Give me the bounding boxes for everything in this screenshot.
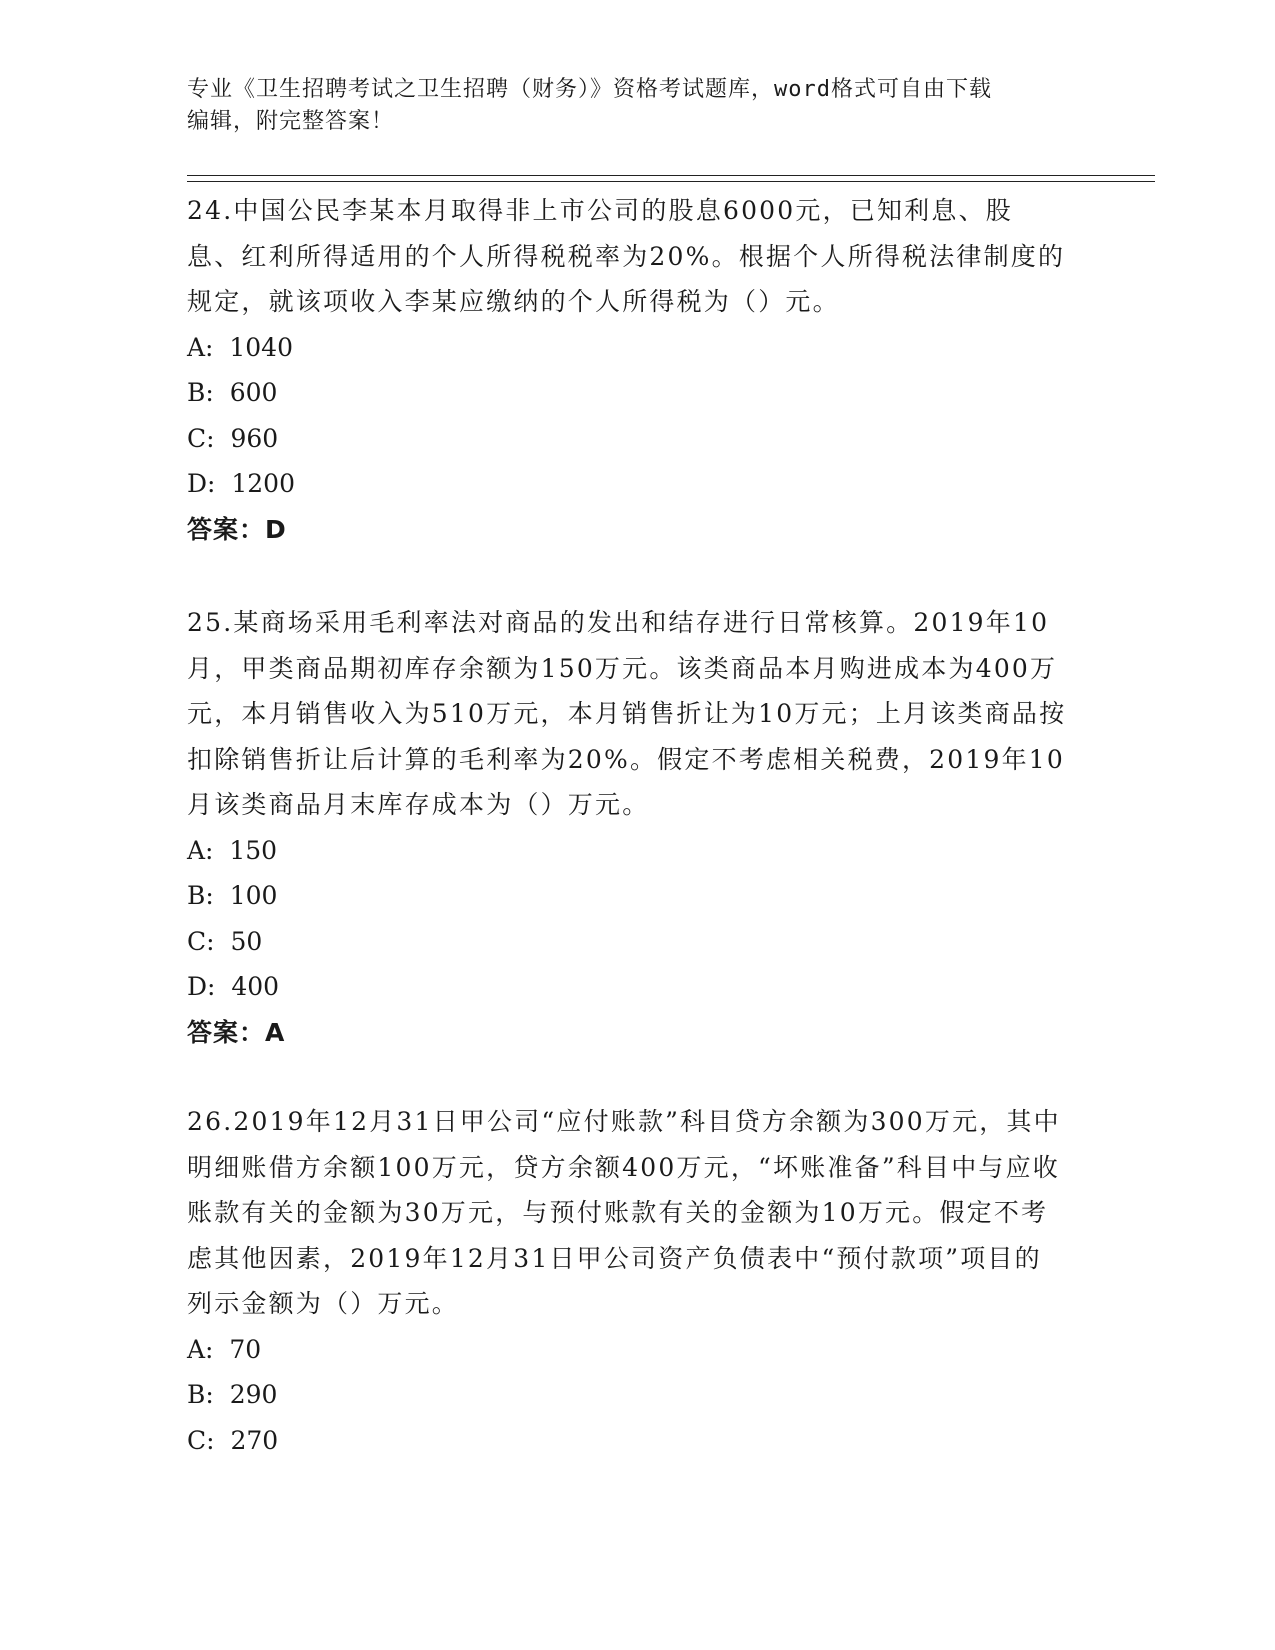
header-divider-top xyxy=(187,175,1155,176)
document-header xyxy=(187,74,1067,138)
option-d: D: 1200 xyxy=(187,469,295,498)
header-line-1: 专业《卫生招聘考试之卫生招聘（财务）》资格考试题库，word格式可自由下载 xyxy=(187,77,992,102)
option-b: B: 290 xyxy=(187,1380,278,1409)
answer-label: 答案：D xyxy=(187,514,287,544)
option-d: D: 400 xyxy=(187,972,280,1001)
option-c: C: 270 xyxy=(187,1425,279,1455)
option-c: C: 960 xyxy=(187,423,279,453)
question-stem: 24.中国公民李某本月取得非上市公司的股息6000元，已知利息、股息、红利所得适用的个人所得税税率为20%。根据个人所得税法律制度的规定，就该项收入李某应缴纳的个人所得税为（）元。 xyxy=(187,196,1066,316)
option-a: A: 1040 xyxy=(187,332,293,362)
question-stem: 25.某商场采用毛利率法对商品的发出和结存进行日常核算。2019年10月，甲类商品期初库存余额为150万元。该类商品本月购进成本为400万元，本月销售收入为510万元，本月销售折让为10万元；上月该类商品按扣除销售折让后计算的毛利率为20%。假定不考虑相关税费，2019年10月该类商品月末库存成本为（）万元。 xyxy=(187,608,1067,819)
option-b: B: 600 xyxy=(187,378,278,407)
question-25 xyxy=(187,600,1067,1055)
answer-label: 答案：A xyxy=(187,1017,286,1047)
option-b: B: 100 xyxy=(187,881,278,910)
header-line-2: 编辑，附完整答案！ xyxy=(187,109,395,134)
option-a: A: 70 xyxy=(187,1334,262,1364)
question-26 xyxy=(187,1099,1067,1463)
question-stem: 26.2019年12月31日甲公司“应付账款”科目贷方余额为300万元，其中明细账借方余额100万元，贷方余额400万元，“坏账准备”科目中与应收账款有关的金额为30万元，与预付账款有关的金额为10万元。假定不考虑其他因素，2019年12月31日甲公司资产负债表中“预付款项”项目的列示金额为（）万元。 xyxy=(187,1107,1061,1318)
header-divider-bottom xyxy=(187,181,1155,182)
option-a: A: 150 xyxy=(187,835,278,865)
option-c: C: 50 xyxy=(187,926,263,956)
question-24 xyxy=(187,188,1067,552)
